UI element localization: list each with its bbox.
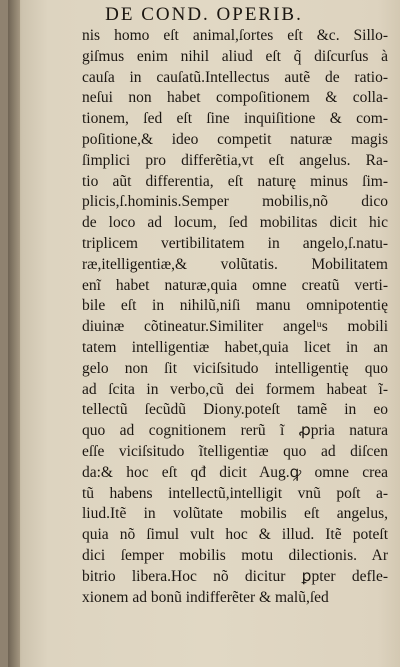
text-line: plicis,ſ.hominis.Semper mobilis,nõ dico (82, 193, 388, 211)
text-line: tũ habens intellectũ,intelligit vnũ poſt a- (82, 484, 388, 502)
text-line: tio aũt differentia, eſt naturę minus ſim- (82, 172, 388, 190)
text-line: tatem intelligentiæ habet,quia licet in an (82, 338, 388, 356)
text-line: bitrio libera.Hoc nõ dicitur ꝑpter defle- (82, 567, 388, 585)
text-line: enĩ habet naturæ,quia omne creatũ verti- (82, 276, 388, 294)
text-line: giſmus enim nihil aliud eſt q̃ diſcurſus à (82, 47, 388, 65)
text-line: ſimplici pro differẽtia,vt eſt angelus. Ra- (82, 151, 388, 169)
text-line: gelo non ſit viciſsitudo intelligentię quo (82, 359, 388, 377)
text-line: tionem, ſed eſt ſine inquiſitione & com- (82, 110, 388, 128)
text-line: liud.Itẽ in volũtate mobilis eſt angelus, (82, 505, 388, 523)
text-line: poſitione,& ideo competit naturæ magis (82, 130, 388, 148)
text-line: eſſe viciſsitudo ĩtelligentiæ quo ad diſcen (82, 442, 388, 460)
running-header: DE COND. OPERIB. (105, 4, 303, 25)
page-gutter (8, 0, 20, 667)
text-line: nis homo eſt animal,ſortes eſt &c. Sillo- (82, 27, 388, 44)
text-line: da:& hoc eſt qđ dicit Aug.ꝙ omne crea (82, 463, 388, 481)
text-line: triplicem vertibilitatem in angelo,ſ.natu- (82, 234, 388, 252)
text-line: dici ſemper mobilis motu dilectionis. Ar (82, 546, 388, 564)
text-line: neſui non habet compoſitionem & colla- (82, 89, 388, 107)
text-line: ad ſcita in verbo,cũ dei formem habeat ĩ- (82, 380, 388, 398)
text-line: xionem ad bonũ indifferẽter & malũ,ſed (82, 588, 329, 606)
book-page (8, 0, 400, 667)
text-line: quia nõ ſimul vult hoc & illud. Itẽ poteſt (82, 526, 388, 544)
text-line: de loco ad locum, ſed mobilitas dicit hic (82, 214, 388, 232)
text-line: ræ,itelligentiæ,& volũtatis. Mobilitatem (82, 255, 388, 273)
text-line: quo ad cognitionem rerũ ĩ ꝓpria natura (82, 422, 388, 440)
text-line: cauſa in cauſatũ.Intellectus autẽ de ratio- (82, 68, 388, 86)
text-line: tellectũ ſecũdũ Diony.poteſt tamẽ in eo (82, 401, 388, 419)
text-line: bile eſt in nihilũ,niſi manu omnipotentię (82, 297, 388, 315)
body-text (82, 26, 388, 608)
text-line: diuinæ cõtineatur.Similiter angelᵘs mobili (82, 318, 388, 336)
